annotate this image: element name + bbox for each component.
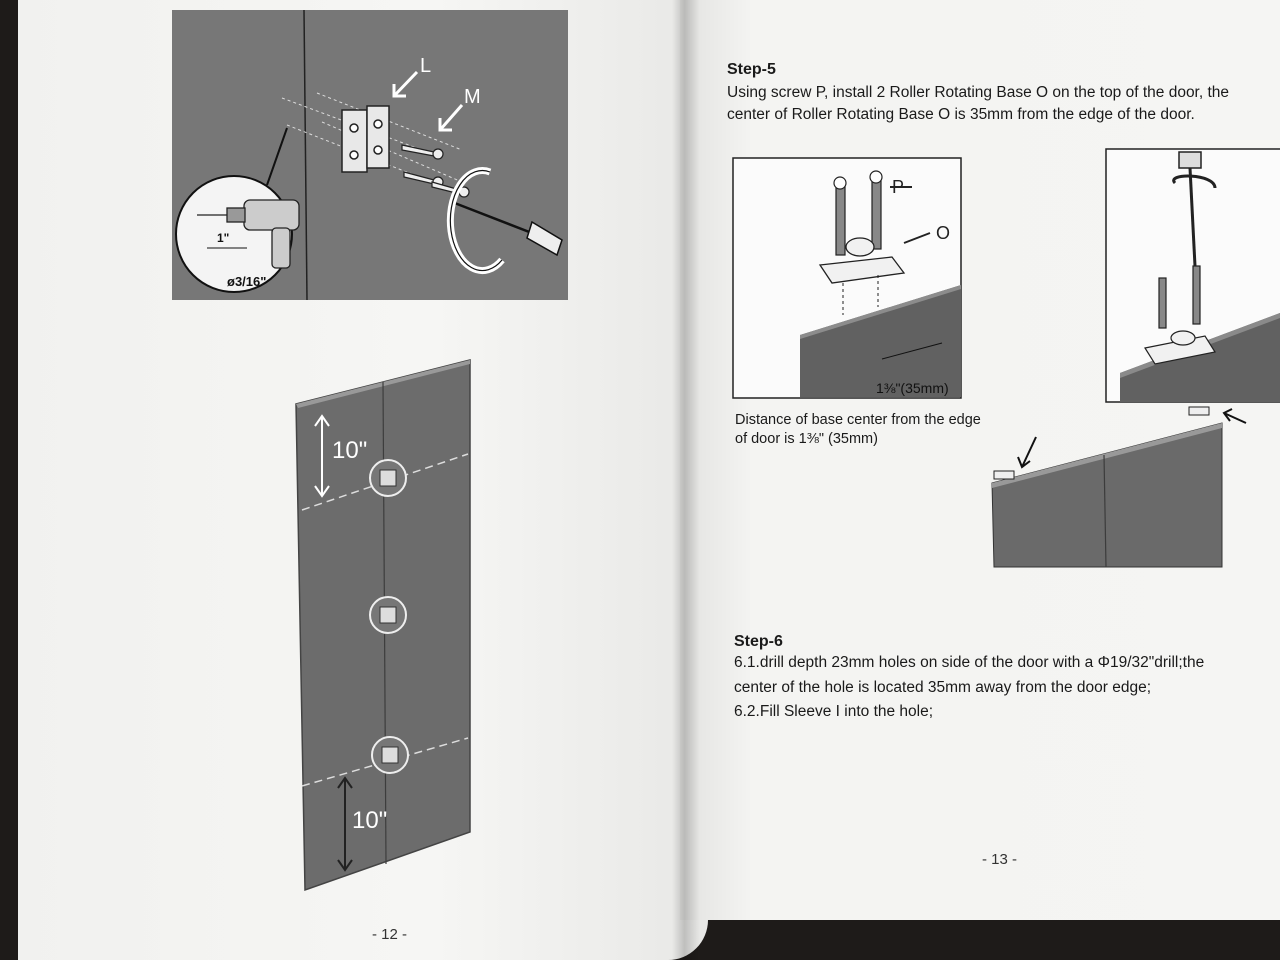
page-number-left: - 12 - [372, 926, 408, 943]
bottom-measure-label: 10" [352, 807, 388, 834]
label-m: M [464, 86, 481, 108]
book-spine [672, 0, 700, 960]
label-o: O [936, 223, 951, 243]
screwdriver-install-figure [1105, 148, 1280, 406]
drill-depth-label: 1" [217, 231, 230, 245]
step6-line2: center of the hole is located 35mm away from the door edge; [734, 679, 1152, 696]
hinge-icon [342, 106, 389, 172]
step5-caption-line2: of door is 1⅜" (35mm) [735, 431, 878, 447]
hinge-drill-figure [172, 10, 572, 304]
door-figure [290, 350, 480, 895]
hinge-mark-icon [370, 460, 406, 496]
base-install-figure [732, 157, 964, 403]
step6-line3: 6.2.Fill Sleeve I into the hole; [734, 703, 934, 720]
step5-text-line1: Using screw P, install 2 Roller Rotating Base O on the top of the door, the [727, 84, 1230, 101]
label-p: P [892, 177, 905, 197]
label-l: L [420, 55, 432, 77]
step5-text-line2: center of Roller Rotating Base O is 35mm from the edge of the door. [727, 106, 1195, 123]
base-pointer-arrow [1018, 437, 1036, 467]
step6-line1: 6.1.drill depth 23mm holes on side of the door with a Φ19/32"drill;the [734, 654, 1205, 671]
base-pointer-arrow [1224, 409, 1246, 423]
top-measure-label: 10" [332, 437, 368, 464]
base-dimension-label: 1⅜"(35mm) [876, 380, 949, 396]
step5-title: Step-5 [727, 61, 776, 78]
page-number-right: - 13 - [982, 851, 1018, 868]
step6-title: Step-6 [734, 633, 783, 650]
drill-bit-label: ø3/16" [227, 274, 267, 289]
step5-caption-line1: Distance of base center from the edge [735, 412, 981, 428]
door-top-overview-figure [984, 395, 1280, 580]
hinge-mark-icon [372, 737, 408, 773]
hinge-mark-icon [370, 597, 406, 633]
